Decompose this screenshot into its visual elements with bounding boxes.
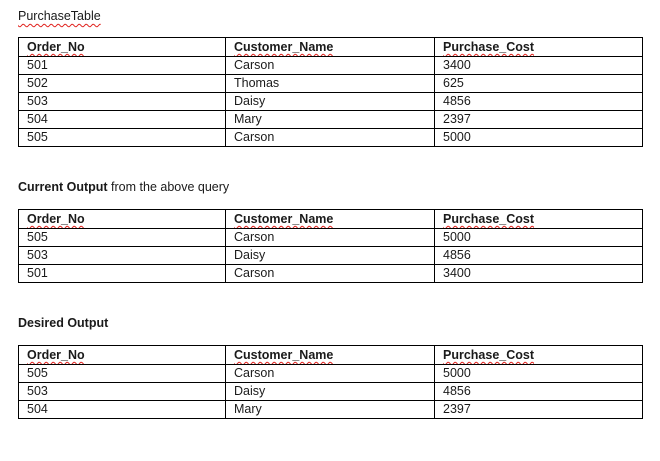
table-header-row — [19, 346, 643, 365]
table-cell: 504 — [19, 111, 226, 129]
table-cell: 625 — [435, 75, 643, 93]
current-output-title-bold: Current Output — [18, 180, 108, 194]
table-cell: 2397 — [435, 401, 643, 419]
column-header: Customer_Name — [226, 210, 435, 229]
column-header: Order_No — [19, 210, 226, 229]
table-row — [19, 93, 643, 111]
table-cell: 501 — [19, 265, 226, 283]
column-header: Order_No — [19, 38, 226, 57]
table-cell: 4856 — [435, 93, 643, 111]
table-header-row — [19, 210, 643, 229]
table-cell: Thomas — [226, 75, 435, 93]
column-header: Purchase_Cost — [435, 38, 643, 57]
table-cell: Daisy — [226, 383, 435, 401]
table-row — [19, 401, 643, 419]
table-cell: 3400 — [435, 265, 643, 283]
table-row — [19, 365, 643, 383]
table-row — [19, 265, 643, 283]
table-cell: 501 — [19, 57, 226, 75]
column-header: Customer_Name — [226, 38, 435, 57]
table-cell: Daisy — [226, 247, 435, 265]
table-cell: Carson — [226, 129, 435, 147]
table-cell: 505 — [19, 229, 226, 247]
table-cell: 503 — [19, 383, 226, 401]
current-output-title — [18, 180, 229, 194]
table-cell: Mary — [226, 111, 435, 129]
table-cell: 502 — [19, 75, 226, 93]
table-cell: Carson — [226, 265, 435, 283]
table-cell: Mary — [226, 401, 435, 419]
current-output-title-rest: from the above query — [107, 180, 230, 194]
table-cell: Carson — [226, 365, 435, 383]
table-cell: 503 — [19, 247, 226, 265]
table-cell: 4856 — [435, 247, 643, 265]
column-header: Customer_Name — [226, 346, 435, 365]
purchase-table — [18, 37, 643, 147]
table-row — [19, 229, 643, 247]
current-output-table — [18, 209, 643, 283]
table-cell: Daisy — [226, 93, 435, 111]
table-row — [19, 57, 643, 75]
table-row — [19, 75, 643, 93]
table-cell: Carson — [226, 57, 435, 75]
table-cell: 5000 — [435, 365, 643, 383]
column-header: Order_No — [19, 346, 226, 365]
purchase-table-title: PurchaseTable — [18, 9, 101, 23]
table-cell: 4856 — [435, 383, 643, 401]
table-cell: 3400 — [435, 57, 643, 75]
table-cell: 2397 — [435, 111, 643, 129]
table-row — [19, 129, 643, 147]
table-row — [19, 383, 643, 401]
column-header: Purchase_Cost — [435, 346, 643, 365]
table-cell: 5000 — [435, 229, 643, 247]
table-cell: 505 — [19, 365, 226, 383]
table-cell: 5000 — [435, 129, 643, 147]
table-row — [19, 247, 643, 265]
table-cell: 503 — [19, 93, 226, 111]
table-row — [19, 111, 643, 129]
table-header-row — [19, 38, 643, 57]
desired-output-title: Desired Output — [18, 316, 109, 330]
table-cell: 504 — [19, 401, 226, 419]
column-header: Purchase_Cost — [435, 210, 643, 229]
table-cell: Carson — [226, 229, 435, 247]
table-cell: 505 — [19, 129, 226, 147]
desired-output-table — [18, 345, 643, 419]
